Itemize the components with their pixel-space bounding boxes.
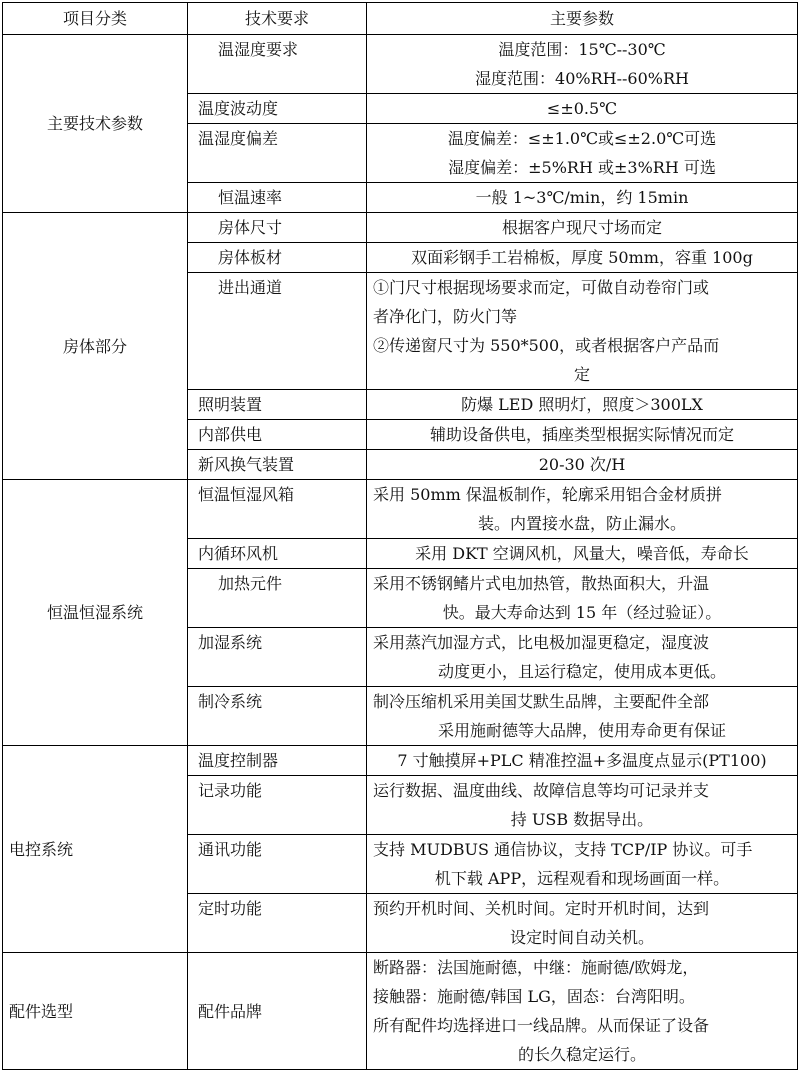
param-line: 运行数据、温度曲线、故障信息等均可记录并支	[373, 781, 710, 800]
header-category: 项目分类	[3, 3, 188, 35]
param-cell	[367, 124, 798, 183]
param-cell: ≤±0.5℃	[367, 94, 798, 124]
table-row	[3, 35, 798, 94]
param-line: 湿度范围：40%RH--60%RH	[475, 69, 689, 88]
req-cell: 内循环风机	[188, 539, 367, 569]
param-line: 者净化门，防火门等	[373, 307, 518, 326]
header-requirement: 技术要求	[188, 3, 367, 35]
param-line: 温度偏差：≤±1.0℃或≤±2.0℃可选	[447, 129, 717, 148]
table-row	[3, 953, 798, 1070]
req-cell: 温度波动度	[188, 94, 367, 124]
param-cell	[367, 776, 798, 835]
header-parameters: 主要参数	[367, 3, 798, 35]
category-parts: 配件选型	[3, 953, 188, 1070]
req-cell: 房体板材	[188, 243, 367, 273]
param-cell: 采用 DKT 空调风机，风量大，噪音低，寿命长	[367, 539, 798, 569]
param-cell: 双面彩钢手工岩棉板，厚度 50mm，容重 100g	[367, 243, 798, 273]
req-cell: 配件品牌	[188, 953, 367, 1070]
param-line: ①门尺寸根据现场要求而定，可做自动卷帘门或	[373, 278, 710, 297]
param-line: 设定时间自动关机。	[509, 928, 654, 947]
param-cell: 辅助设备供电，插座类型根据实际情况而定	[367, 420, 798, 450]
req-cell: 加湿系统	[188, 628, 367, 687]
param-line: 支持 MUDBUS 通信协议，支持 TCP/IP 协议。可手	[373, 840, 753, 859]
param-line: 温度范围：15℃--30℃	[498, 40, 666, 59]
param-cell: 防爆 LED 照明灯，照度＞300LX	[367, 390, 798, 420]
param-line: 采用施耐德等大品牌，使用寿命更有保证	[437, 721, 726, 740]
req-cell: 加热元件	[188, 569, 367, 628]
param-line: 采用 50mm 保温板制作，轮廓采用铝合金材质拼	[373, 485, 722, 504]
param-line: 采用蒸汽加湿方式，比电极加湿更稳定，湿度波	[373, 633, 710, 652]
req-cell: 制冷系统	[188, 687, 367, 746]
header-row	[3, 3, 798, 35]
param-line: 动度更小，且运行稳定，使用成本更低。	[437, 662, 726, 681]
table-row	[3, 213, 798, 243]
param-cell	[367, 835, 798, 894]
table-row	[3, 480, 798, 539]
param-cell	[367, 480, 798, 539]
param-line: 制冷压缩机采用美国艾默生品牌，主要配件全部	[373, 692, 710, 711]
req-cell: 定时功能	[188, 894, 367, 953]
req-cell: 恒温速率	[188, 183, 367, 213]
req-cell: 进出通道	[188, 273, 367, 390]
param-cell	[367, 569, 798, 628]
param-line: 所有配件均选择进口一线品牌。从而保证了设备	[373, 1016, 710, 1035]
req-cell: 温湿度偏差	[188, 124, 367, 183]
param-cell	[367, 687, 798, 746]
param-cell: 根据客户现尺寸场而定	[367, 213, 798, 243]
req-cell: 房体尺寸	[188, 213, 367, 243]
param-line: 快。最大寿命达到 15 年（经过验证）。	[442, 603, 722, 622]
req-cell: 新风换气装置	[188, 450, 367, 480]
param-cell	[367, 894, 798, 953]
param-cell	[367, 953, 798, 1070]
param-line: 装。内置接水盘，防止漏水。	[477, 514, 686, 533]
category-electric-control: 电控系统	[3, 746, 188, 953]
param-line: ②传递窗尺寸为 550*500，或者根据客户产品而	[373, 336, 720, 355]
param-line: 的长久稳定运行。	[517, 1045, 646, 1064]
spec-table	[2, 2, 798, 1070]
req-cell: 温湿度要求	[188, 35, 367, 94]
param-cell	[367, 273, 798, 390]
param-line: 断路器：法国施耐德，中继：施耐德/欧姆龙，	[373, 958, 699, 977]
param-cell	[367, 628, 798, 687]
param-cell	[367, 35, 798, 94]
req-cell: 照明装置	[188, 390, 367, 420]
param-line: 接触器：施耐德/韩国 LG，固态：台湾阳明。	[373, 987, 695, 1006]
req-cell: 记录功能	[188, 776, 367, 835]
req-cell: 恒温恒湿风箱	[188, 480, 367, 539]
req-cell: 通讯功能	[188, 835, 367, 894]
param-line: 湿度偏差：±5%RH 或±3%RH 可选	[448, 158, 716, 177]
req-cell: 内部供电	[188, 420, 367, 450]
table-row	[3, 746, 798, 776]
param-line: 机下载 APP，远程观看和现场画面一样。	[434, 869, 730, 888]
category-room: 房体部分	[3, 213, 188, 480]
param-cell: 20-30 次/H	[367, 450, 798, 480]
param-cell: 7 寸触摸屏+PLC 精准控温+多温度点显示(PT100)	[367, 746, 798, 776]
req-cell: 温度控制器	[188, 746, 367, 776]
category-main-tech: 主要技术参数	[3, 35, 188, 213]
param-line: 预约开机时间、关机时间。定时开机时间，达到	[373, 899, 710, 918]
param-line: 持 USB 数据导出。	[510, 810, 654, 829]
param-line: 采用不锈钢鳍片式电加热管，散热面积大，升温	[373, 574, 710, 593]
param-cell: 一般 1~3℃/min，约 15min	[367, 183, 798, 213]
category-constant-temp: 恒温恒湿系统	[3, 480, 188, 746]
param-line: 定	[573, 365, 590, 384]
